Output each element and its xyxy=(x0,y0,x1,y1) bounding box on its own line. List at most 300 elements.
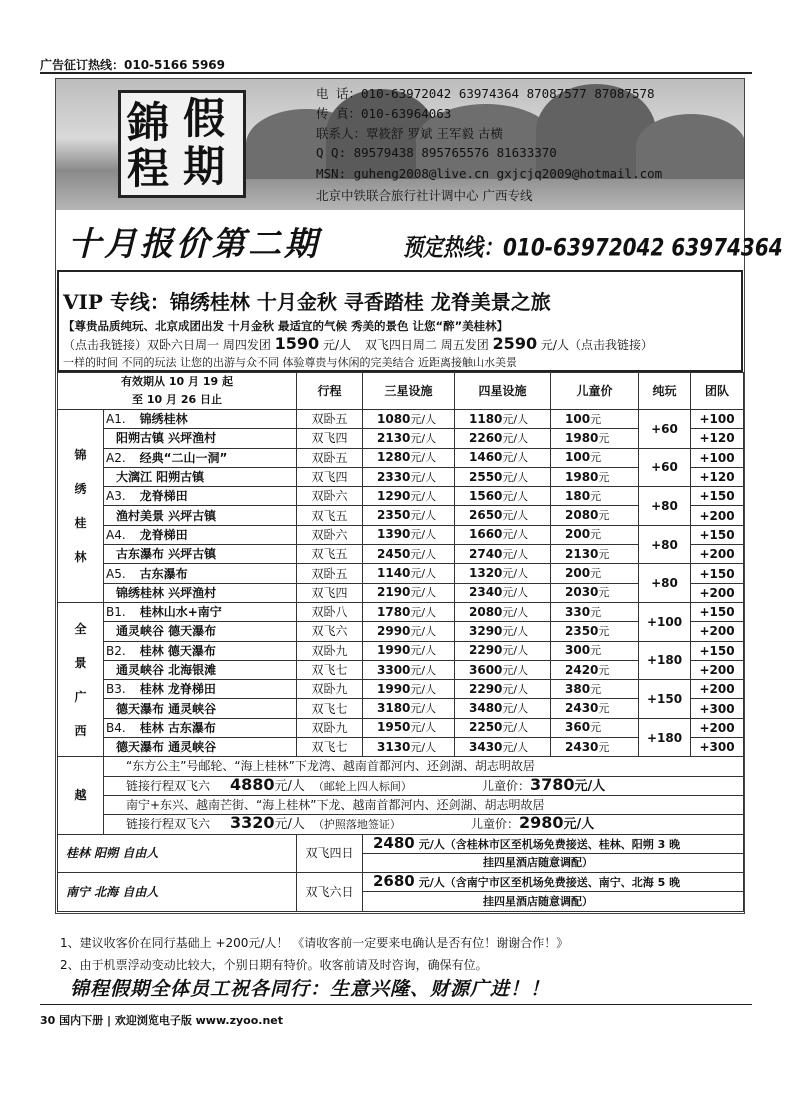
table-row xyxy=(58,718,744,737)
price-value: 2030 xyxy=(565,585,599,600)
logo-char: 假 xyxy=(183,94,226,143)
price-value: 2190 xyxy=(377,585,411,600)
region-char: 绣 xyxy=(74,481,87,496)
price-4star xyxy=(455,525,551,544)
route-name xyxy=(104,487,297,506)
route-title: 经典“二山一洞” xyxy=(139,450,228,465)
price-child xyxy=(551,506,639,525)
price-unit: 元/人 xyxy=(410,547,437,561)
region-label xyxy=(58,410,104,603)
col-header: 儿童价 xyxy=(551,373,639,410)
price-value: 2350 xyxy=(565,623,599,638)
price-3star xyxy=(363,583,455,602)
price-unit: 元/人 xyxy=(502,528,529,542)
price-child xyxy=(551,429,639,448)
price-value: 100 xyxy=(565,411,591,426)
price-4star xyxy=(455,622,551,641)
price-value: 1660 xyxy=(469,527,503,542)
trip-type: 双飞五 xyxy=(297,545,363,564)
free-price-note: 挂四星酒店随意调配） xyxy=(363,853,744,872)
trip-type: 双卧五 xyxy=(297,448,363,467)
price-unit: 元/人 xyxy=(410,528,437,542)
table-row xyxy=(58,815,744,834)
price-value: 3130 xyxy=(377,739,411,754)
price-unit: 元/人 xyxy=(410,682,437,696)
price-value: 1180 xyxy=(469,411,503,426)
price-unit: 元/人 xyxy=(410,586,437,600)
route-title: 桂林 古东瀑布 xyxy=(139,720,216,735)
price-unit: 元/人 xyxy=(410,509,437,523)
col-header: 纯玩 xyxy=(639,373,691,410)
price-value: 2340 xyxy=(469,585,503,600)
price-unit: 元 xyxy=(598,740,610,754)
vietnam-route-desc: 南宁+东兴、越南芒街、“海上桂林”下龙、越南首都河内、还剑湖、胡志明故居 xyxy=(104,795,744,814)
region-char: 林 xyxy=(74,549,87,564)
valid-period: 至 10 月 26 日止 xyxy=(132,393,222,406)
route-subtitle: 通灵峡谷 北海银滩 xyxy=(104,660,297,679)
price-unit: 元 xyxy=(598,431,610,445)
top-rule xyxy=(40,72,752,74)
vietnam-child-unit: 元/人 xyxy=(563,817,595,833)
notes xyxy=(60,932,568,976)
vietnam-note: （护照落地签证） xyxy=(312,818,401,832)
region-label: 越 xyxy=(58,757,104,834)
pure-play-surcharge: +100 xyxy=(639,602,691,641)
trip-type: 双卧九 xyxy=(297,641,363,660)
price-4star xyxy=(455,564,551,583)
price-unit: 元/人 xyxy=(502,431,529,445)
route-title: 龙脊梯田 xyxy=(139,527,188,542)
price-value: 2080 xyxy=(565,508,599,523)
price-value: 380 xyxy=(565,681,591,696)
route-code: A1. xyxy=(106,412,126,427)
route-name xyxy=(104,602,297,621)
price-child xyxy=(551,699,639,718)
price-3star xyxy=(363,467,455,486)
note-item: 1、建议收客价在同行基础上 +200元/人！ 《请收客前一定要来电确认是否有位！谢谢合作！》 xyxy=(60,936,569,950)
price-value: 1280 xyxy=(377,450,411,465)
price-3star xyxy=(363,525,455,544)
vip-flight-text: 双飞四日周二 周五发团 xyxy=(364,338,489,352)
price-unit: 元/人 xyxy=(502,644,529,658)
trip-type: 双卧九 xyxy=(297,680,363,699)
col-header: 行程 xyxy=(297,373,363,410)
price-child xyxy=(551,680,639,699)
trip-type: 双飞四 xyxy=(297,583,363,602)
logo-char: 程 xyxy=(127,144,170,193)
price-unit: 元/人 xyxy=(410,624,437,638)
price-4star xyxy=(455,429,551,448)
vietnam-label: 链接行程双飞六 xyxy=(126,817,211,832)
free-price-value: 2480 xyxy=(373,834,415,852)
trip-type: 双飞五 xyxy=(297,506,363,525)
price-child xyxy=(551,564,639,583)
table-row xyxy=(58,641,744,660)
price-unit: 元/人 xyxy=(410,451,437,465)
price-child xyxy=(551,448,639,467)
price-4star xyxy=(455,467,551,486)
price-child xyxy=(551,660,639,679)
route-name xyxy=(104,641,297,660)
price-unit: 元/人 xyxy=(502,702,529,716)
pure-play-surcharge: +60 xyxy=(639,410,691,449)
price-unit: 元 xyxy=(590,412,602,426)
vietnam-note: （邮轮上四人标间） xyxy=(312,779,412,793)
agency-name: 北京中铁联合旅行社计调中心 广西专线 xyxy=(316,188,533,203)
price-4star xyxy=(455,738,551,757)
free-trip-type: 双飞六日 xyxy=(297,873,363,912)
table-row xyxy=(58,525,744,544)
price-unit: 元/人 xyxy=(502,682,529,696)
price-value: 2420 xyxy=(565,662,599,677)
price-value: 3480 xyxy=(469,701,503,716)
price-value: 3300 xyxy=(377,662,411,677)
contact-msn: MSN: guheng2008@live.cn gxjcjq2009@hotmail.com xyxy=(316,166,663,181)
free-price-note: 元/人（含南宁市区至机场免费接送、南宁、北海 5 晚 xyxy=(418,876,681,890)
price-value: 2330 xyxy=(377,469,411,484)
team-surcharge: +200 xyxy=(691,583,744,602)
table-row xyxy=(58,602,744,621)
price-child xyxy=(551,525,639,544)
table-row xyxy=(58,487,744,506)
pure-play-surcharge: +180 xyxy=(639,718,691,757)
route-code: B2. xyxy=(106,643,126,658)
price-value: 1980 xyxy=(565,430,599,445)
price-unit: 元 xyxy=(590,451,602,465)
free-trip-name: 桂林 阳朔 自由人 xyxy=(58,834,297,873)
price-unit: 元/人 xyxy=(502,489,529,503)
route-name xyxy=(104,448,297,467)
price-3star xyxy=(363,487,455,506)
vietnam-label: 链接行程双飞六 xyxy=(126,778,211,793)
team-surcharge: +150 xyxy=(691,487,744,506)
route-code: A5. xyxy=(106,566,126,581)
price-value: 300 xyxy=(565,643,591,658)
price-value: 2290 xyxy=(469,643,503,658)
price-value: 1390 xyxy=(377,527,411,542)
price-value: 2650 xyxy=(469,508,503,523)
page-title: 十月报价第二期 xyxy=(68,224,320,263)
team-surcharge: +200 xyxy=(691,545,744,564)
price-value: 3600 xyxy=(469,662,503,677)
route-name xyxy=(104,410,297,429)
table-row xyxy=(58,680,744,699)
price-value: 1140 xyxy=(377,566,411,581)
route-subtitle: 通灵峡谷 德天瀑布 xyxy=(104,622,297,641)
free-trip-price xyxy=(363,873,744,892)
price-value: 2260 xyxy=(469,430,503,445)
price-value: 2990 xyxy=(377,623,411,638)
price-unit: 元 xyxy=(590,605,602,619)
team-surcharge: +200 xyxy=(691,718,744,737)
price-unit: 元 xyxy=(598,624,610,638)
price-child xyxy=(551,583,639,602)
route-title: 古东瀑布 xyxy=(139,566,188,581)
price-value: 2430 xyxy=(565,701,599,716)
price-table xyxy=(57,372,744,912)
price-unit: 元/人 xyxy=(502,740,529,754)
price-unit: 元/人 xyxy=(410,721,437,735)
valid-period: 有效期从 10 月 19 起 xyxy=(121,375,233,388)
price-value: 2130 xyxy=(377,430,411,445)
table-row xyxy=(58,795,744,814)
logo-char: 期 xyxy=(183,142,226,191)
price-4star xyxy=(455,641,551,660)
price-unit: 元/人 xyxy=(410,489,437,503)
route-title: 桂林 龙脊梯田 xyxy=(139,682,216,697)
team-surcharge: +200 xyxy=(691,660,744,679)
route-subtitle: 大漓江 阳朔古镇 xyxy=(104,467,297,486)
price-value: 1980 xyxy=(565,469,599,484)
price-unit: 元/人 xyxy=(502,412,529,426)
region-label xyxy=(58,602,104,756)
pure-play-surcharge: +80 xyxy=(639,487,691,526)
note-item: 2、由于机票浮动变动比较大，个别日期有特价。收客前请及时咨询，确保有位。 xyxy=(60,958,488,972)
price-3star xyxy=(363,429,455,448)
vip-box xyxy=(57,270,743,372)
pure-play-surcharge: +80 xyxy=(639,564,691,603)
route-name xyxy=(104,680,297,699)
trip-type: 双飞七 xyxy=(297,699,363,718)
bottom-rule xyxy=(40,1004,752,1005)
team-surcharge: +150 xyxy=(691,525,744,544)
free-trip-name: 南宁 北海 自由人 xyxy=(58,873,297,912)
price-4star xyxy=(455,410,551,429)
price-child xyxy=(551,545,639,564)
price-unit: 元 xyxy=(598,663,610,677)
price-value: 1990 xyxy=(377,681,411,696)
pure-play-surcharge: +80 xyxy=(639,525,691,564)
vietnam-child-unit: 元/人 xyxy=(574,778,606,794)
price-3star xyxy=(363,410,455,429)
route-title: 桂林 德天瀑布 xyxy=(139,643,216,658)
team-surcharge: +150 xyxy=(691,641,744,660)
team-surcharge: +200 xyxy=(691,506,744,525)
price-3star xyxy=(363,699,455,718)
vietnam-child-price: 3780 xyxy=(529,776,575,794)
region-char: 广 xyxy=(74,689,87,704)
price-value: 2130 xyxy=(565,546,599,561)
route-code: A2. xyxy=(106,450,126,465)
price-4star xyxy=(455,680,551,699)
price-unit: 元 xyxy=(590,682,602,696)
route-title: 桂林山水+南宁 xyxy=(139,605,222,620)
region-char: 锦 xyxy=(74,447,87,462)
price-4star xyxy=(455,583,551,602)
route-subtitle: 德天瀑布 通灵峡谷 xyxy=(104,738,297,757)
price-value: 2250 xyxy=(469,720,503,735)
col-header: 三星设施 xyxy=(363,373,455,410)
trip-type: 双飞四 xyxy=(297,467,363,486)
trip-type: 双飞四 xyxy=(297,429,363,448)
free-price-note: 挂四星酒店随意调配） xyxy=(363,892,744,911)
price-4star xyxy=(455,699,551,718)
trip-type: 双卧五 xyxy=(297,564,363,583)
trip-type: 双飞六 xyxy=(297,622,363,641)
price-child xyxy=(551,622,639,641)
vietnam-unit: 元/人 xyxy=(274,778,305,794)
route-code: B3. xyxy=(106,682,126,697)
route-title: 锦绣桂林 xyxy=(139,412,188,427)
price-unit: 元/人 xyxy=(410,605,437,619)
price-unit: 元/人 xyxy=(502,605,529,619)
slogan: 锦程假期全体员工祝各同行：生意兴隆、财源广进！！ xyxy=(70,978,551,1000)
price-value: 200 xyxy=(565,566,591,581)
route-subtitle: 德天瀑布 通灵峡谷 xyxy=(104,699,297,718)
price-unit: 元/人 xyxy=(502,586,529,600)
price-value: 2290 xyxy=(469,681,503,696)
price-unit: 元 xyxy=(598,470,610,484)
table-row xyxy=(58,448,744,467)
price-child xyxy=(551,487,639,506)
region-char: 景 xyxy=(74,655,87,670)
free-trip-type: 双飞四日 xyxy=(297,834,363,873)
price-value: 2350 xyxy=(377,508,411,523)
col-header: 团队 xyxy=(691,373,744,410)
price-child xyxy=(551,410,639,429)
price-unit: 元 xyxy=(590,528,602,542)
price-child xyxy=(551,718,639,737)
price-value: 1080 xyxy=(377,411,411,426)
price-value: 2450 xyxy=(377,546,411,561)
free-price-note: 元/人（含桂林市区至机场免费接送、桂林、阳朔 3 晚 xyxy=(418,837,681,851)
price-3star xyxy=(363,641,455,660)
route-title: 龙脊梯田 xyxy=(139,489,188,504)
route-name xyxy=(104,718,297,737)
price-unit: 元/人 xyxy=(502,567,529,581)
price-value: 1950 xyxy=(377,720,411,735)
vip-unit: 元/人 xyxy=(323,338,352,352)
route-code: B1. xyxy=(106,605,126,620)
region-char: 西 xyxy=(74,723,87,738)
vip-price-line xyxy=(63,334,653,353)
route-code: B4. xyxy=(106,720,126,735)
team-surcharge: +200 xyxy=(691,622,744,641)
price-value: 1320 xyxy=(469,566,503,581)
page-footer: 30 国内下册 | 欢迎浏览电子版 www.zyoo.net xyxy=(40,1014,284,1027)
price-unit: 元/人 xyxy=(410,412,437,426)
vietnam-price-line xyxy=(104,815,744,834)
route-name xyxy=(104,525,297,544)
pure-play-surcharge: +150 xyxy=(639,680,691,719)
price-unit: 元/人 xyxy=(502,663,529,677)
vietnam-child-label: 儿童价： xyxy=(481,778,530,793)
team-surcharge: +150 xyxy=(691,602,744,621)
vietnam-price-line xyxy=(104,776,744,795)
price-3star xyxy=(363,564,455,583)
price-4star xyxy=(455,660,551,679)
price-unit: 元 xyxy=(598,509,610,523)
vip-title: VIP 专线：锦绣桂林 十月金秋 寻香踏桂 龙脊美景之旅 xyxy=(63,290,551,314)
price-value: 100 xyxy=(565,450,591,465)
price-3star xyxy=(363,448,455,467)
price-value: 1560 xyxy=(469,488,503,503)
region-char: 桂 xyxy=(74,515,87,530)
price-3star xyxy=(363,718,455,737)
contact-phone: 电 话：010-63972042 63974364 87087577 87087578 xyxy=(316,86,655,101)
price-unit: 元/人 xyxy=(502,547,529,561)
price-unit: 元/人 xyxy=(502,721,529,735)
price-value: 3180 xyxy=(377,701,411,716)
vietnam-child-price: 2980 xyxy=(518,814,564,833)
vip-unit: 元/人（点击我链接） xyxy=(540,338,653,352)
price-unit: 元/人 xyxy=(502,624,529,638)
vietnam-route-desc: “东方公主”号邮轮、“海上桂林”下龙湾、越南首都河内、还剑湖、胡志明故居 xyxy=(104,757,744,776)
vietnam-child-label: 儿童价： xyxy=(470,817,519,832)
route-subtitle: 古东瀑布 兴坪古镇 xyxy=(104,545,297,564)
team-surcharge: +120 xyxy=(691,429,744,448)
route-code: A3. xyxy=(106,489,126,504)
team-surcharge: +150 xyxy=(691,564,744,583)
price-unit: 元/人 xyxy=(502,509,529,523)
pure-play-surcharge: +180 xyxy=(639,641,691,680)
price-3star xyxy=(363,738,455,757)
price-child xyxy=(551,467,639,486)
team-surcharge: +200 xyxy=(691,680,744,699)
contact-qq: Q Q: 89579438 895765576 81633370 xyxy=(316,145,557,160)
trip-type: 双飞七 xyxy=(297,738,363,757)
vietnam-price: 3320 xyxy=(230,814,275,833)
price-value: 1460 xyxy=(469,450,503,465)
route-subtitle: 锦绣桂林 兴坪渔村 xyxy=(104,583,297,602)
price-value: 1990 xyxy=(377,643,411,658)
trip-type: 双卧九 xyxy=(297,718,363,737)
price-3star xyxy=(363,680,455,699)
table-row xyxy=(58,410,744,429)
price-unit: 元 xyxy=(590,567,602,581)
brand-logo xyxy=(118,90,246,198)
price-unit: 元/人 xyxy=(410,702,437,716)
table-row xyxy=(58,564,744,583)
price-3star xyxy=(363,602,455,621)
ad-hotline: 广告征订热线：010-5166 5969 xyxy=(40,58,226,72)
price-value: 3290 xyxy=(469,623,503,638)
price-4star xyxy=(455,487,551,506)
team-surcharge: +300 xyxy=(691,738,744,757)
vip-train-text: （点击我链接）双卧六日周一 周四发团 xyxy=(63,338,271,352)
price-unit: 元 xyxy=(590,644,602,658)
route-name xyxy=(104,564,297,583)
price-value: 1780 xyxy=(377,604,411,619)
price-unit: 元/人 xyxy=(410,663,437,677)
price-value: 330 xyxy=(565,604,591,619)
team-surcharge: +100 xyxy=(691,448,744,467)
price-value: 1290 xyxy=(377,488,411,503)
table-row xyxy=(58,776,744,795)
price-3star xyxy=(363,622,455,641)
team-surcharge: +100 xyxy=(691,410,744,429)
price-3star xyxy=(363,545,455,564)
vip-subtitle: 【尊贵品质纯玩、北京成团出发 十月金秋 最适宜的气候 秀美的景色 让您“醉”美桂林】 xyxy=(63,319,509,333)
trip-type: 双卧五 xyxy=(297,410,363,429)
trip-type: 双卧六 xyxy=(297,487,363,506)
table-row xyxy=(58,834,744,853)
price-unit: 元 xyxy=(598,586,610,600)
vip-tagline: 一样的时间 不同的玩法 让您的出游与众不同 体验尊贵与休闲的完美结合 近距离接触山水美景 xyxy=(63,356,517,369)
price-unit: 元 xyxy=(590,489,602,503)
price-unit: 元/人 xyxy=(410,740,437,754)
price-unit: 元 xyxy=(598,702,610,716)
table-row xyxy=(58,873,744,892)
price-value: 180 xyxy=(565,488,591,503)
team-surcharge: +120 xyxy=(691,467,744,486)
price-value: 200 xyxy=(565,527,591,542)
price-unit: 元/人 xyxy=(502,451,529,465)
price-value: 3430 xyxy=(469,739,503,754)
price-value: 2430 xyxy=(565,739,599,754)
free-price-value: 2680 xyxy=(373,872,415,891)
price-child xyxy=(551,641,639,660)
